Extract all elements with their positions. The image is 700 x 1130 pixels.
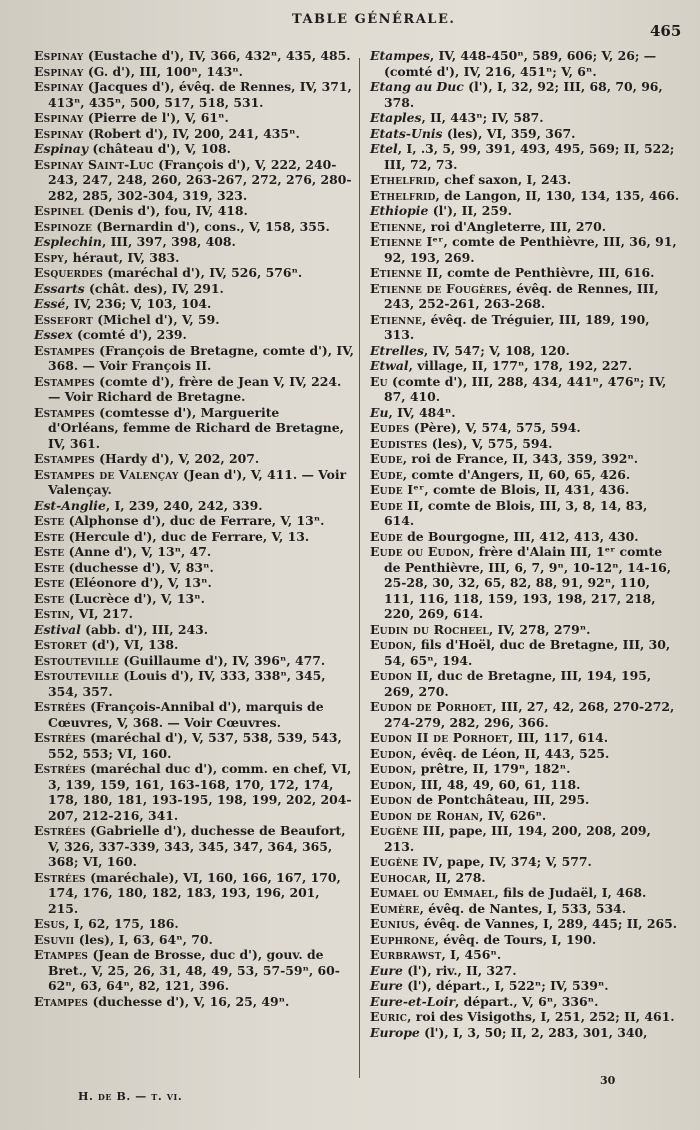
index-entry (370, 823, 680, 854)
index-entry (370, 1009, 680, 1025)
index-entry-name: Eu (370, 404, 389, 420)
index-entry-name: Estrées (34, 761, 86, 776)
index-entry-name: Eumael ou Emmael (370, 885, 495, 900)
page-header (0, 10, 700, 38)
index-entry-name: Eudistes (370, 435, 428, 451)
index-entry (370, 916, 680, 932)
index-entry-name: Eudon (370, 761, 413, 776)
index-entry-name: Euphrone (370, 931, 435, 947)
index-entry-name: Etang au Duc (370, 79, 464, 94)
index-entry-name: Etampes (34, 947, 89, 962)
index-entry-name: Estrées (34, 823, 86, 838)
index-entry-references: , pape, III, 194, 200, 208, 209, 213. (384, 823, 651, 854)
index-entry (370, 126, 680, 142)
index-entry-references: (les), V, 575, 594. (427, 435, 553, 451)
index-entry-name: Estampes de Valençay (34, 466, 179, 482)
index-entry (370, 281, 680, 312)
index-entry-name: Etienne Iᵉʳ (370, 234, 444, 249)
index-entry-name: Eude II (370, 497, 420, 513)
index-entry (370, 451, 680, 467)
index-entry (34, 343, 354, 374)
index-entry-references: (Pierre de l'), V, 61ⁿ. (83, 110, 229, 125)
index-entry-references: , IV, 236; V, 103, 104. (65, 296, 212, 311)
index-entry (34, 296, 354, 312)
index-entry-references: (château d'), V, 108. (88, 141, 231, 156)
index-entry (34, 79, 354, 110)
index-entry-references: (duchesse d'), V, 16, 25, 49ⁿ. (88, 993, 290, 1009)
index-entry (34, 668, 354, 699)
index-entry (34, 234, 354, 250)
index-entry-name: Este (34, 590, 65, 606)
index-entry (370, 792, 680, 808)
index-entry-name: Estival (34, 621, 81, 637)
index-entry-references: , comte de Blois, III, 3, 8, 14, 83, 614. (384, 497, 648, 528)
index-entry-name: Euhocar (370, 869, 427, 885)
index-entry-name: Eudon (370, 776, 413, 792)
index-entry (370, 172, 680, 188)
index-entry (370, 544, 680, 622)
index-entry-references: , évêq. de Tréguier, III, 189, 190, 313. (384, 311, 650, 342)
index-entry-references: (François d'), V, 222, 240-243, 247, 248, 260, 263-267, 272, 276, 280-282, 285, 302-304, 319, 323. (48, 156, 352, 203)
index-entry-references: (Jacques d'), évêq. de Rennes, IV, 371, 413ⁿ, 435ⁿ, 500, 517, 518, 531. (48, 79, 352, 110)
index-entry (34, 637, 354, 653)
index-entry-references: , héraut, IV, 383. (63, 249, 180, 265)
index-entry-name: Eugène III (370, 823, 441, 838)
index-entry (34, 575, 354, 591)
index-entry-name: Ethelfrid (370, 172, 436, 187)
index-entry-references: (l'), I, 3, 50; II, 2, 283, 301, 340, (419, 1024, 648, 1040)
index-entry-name: Espinay (34, 63, 84, 79)
index-entry (34, 730, 354, 761)
index-entry (34, 451, 354, 467)
index-entry (370, 203, 680, 219)
index-entry-references: (Bernardin d'), cons., V, 158, 355. (92, 218, 330, 234)
index-entry-name: Estrées (34, 730, 86, 745)
index-entry (370, 637, 680, 668)
index-entry-name: Ethiopie (370, 203, 429, 218)
index-entry (370, 234, 680, 265)
index-entry-references: (Gabrielle d'), duchesse de Beaufort, V, 326, 337-339, 343, 345, 347, 364, 365, 368; VI, 160. (48, 823, 346, 869)
index-entry (34, 157, 354, 204)
index-entry-references: , village, II, 177ⁿ, 178, 192, 227. (408, 358, 633, 373)
index-entry (370, 79, 680, 110)
index-entry (34, 699, 354, 730)
index-entry-references: (Eléonore d'), V, 13ⁿ. (64, 575, 212, 590)
index-entry (370, 777, 680, 793)
index-entry-name: Estrées (34, 869, 86, 885)
index-entry-references: (François-Annibal d'), marquis de Cœuvres, V, 368. — Voir Cœuvres. (48, 699, 324, 730)
index-entry (370, 947, 680, 963)
index-entry-references: (les), VI, 359, 367. (442, 125, 576, 141)
index-entry (370, 730, 680, 746)
index-entry (34, 653, 354, 669)
index-entry (34, 932, 354, 948)
index-entry (34, 141, 354, 157)
index-entry-name: Eude ou Eudon (370, 544, 471, 559)
index-entry (34, 761, 354, 823)
index-entry (34, 606, 354, 622)
index-entry-references: (Hardy d'), V, 202, 207. (94, 451, 260, 466)
index-entry-references: (François de Bretagne, comte d'), IV, 368. — Voir François II. (48, 342, 354, 373)
index-entry-name: Etrelles (370, 342, 424, 358)
index-entry (34, 823, 354, 870)
index-entry (370, 854, 680, 870)
index-entry-references: (comte d'), III, 288, 434, 441ⁿ, 476ⁿ; IV, 87, 410. (384, 373, 667, 404)
index-column-right (370, 48, 680, 1040)
index-entry-name: Est-Anglie (34, 497, 106, 513)
index-entry-name: Eurbrawst (370, 947, 442, 962)
index-entry-references: (d'), VI, 138. (86, 637, 179, 652)
index-entry (34, 498, 354, 514)
index-entry-name: Eudon (370, 637, 413, 652)
index-entry (34, 312, 354, 328)
index-entry (34, 265, 354, 281)
index-entry-name: Eudon II (370, 668, 429, 683)
index-entry (370, 219, 680, 235)
index-entry-name: Estampes (34, 404, 95, 420)
index-entry-name: Eude Iᵉʳ (370, 482, 425, 497)
index-entry (370, 885, 680, 901)
index-entry-references: (maréchal d'), IV, 526, 576ⁿ. (102, 265, 303, 280)
index-entry (34, 467, 354, 498)
index-entry (370, 963, 680, 979)
index-entry-name: Essefort (34, 311, 93, 327)
index-entry-references: , III, 397, 398, 408. (101, 234, 236, 249)
index-entry-references: (l'), II, 259. (428, 203, 512, 218)
index-entry (370, 668, 680, 699)
index-entry (34, 916, 354, 932)
index-entry (34, 544, 354, 560)
index-entry-references: (Anne d'), V, 13ⁿ, 47. (64, 544, 212, 559)
index-entry (370, 746, 680, 762)
index-entry-references: (duchesse d'), V, 83ⁿ. (64, 559, 214, 575)
index-entry (370, 343, 680, 359)
index-entry-references: (Denis d'), fou, IV, 418. (83, 203, 248, 218)
index-entry-references: , roi d'Angleterre, III, 270. (421, 218, 607, 234)
index-entry (370, 1025, 680, 1041)
index-entry-references: , comte de Penthièvre, III, 36, 91, 92, 193, 269. (384, 234, 677, 265)
index-entry-name: Etienne (370, 311, 422, 327)
index-entry-references: (comtesse d'), Marguerite d'Orléans, femme de Richard de Bretagne, IV, 361. (48, 404, 344, 451)
index-entry (34, 870, 354, 917)
index-entry-name: Europe (370, 1024, 420, 1040)
index-entry-name: Eudin du Rocheel (370, 621, 489, 637)
index-entry-name: Estampes (34, 451, 95, 466)
index-entry-references: , IV, 448-450ⁿ, 589, 606; V, 26; — (comté d'), IV, 216, 451ⁿ; V, 6ⁿ. (384, 48, 657, 79)
index-entry-references: , comte de Blois, II, 431, 436. (424, 482, 630, 497)
index-entry (370, 622, 680, 638)
index-column-left (34, 48, 354, 1009)
index-entry-name: Eure-et-Loir (370, 993, 455, 1009)
index-entry-references: , comte de Penthièvre, III, 616. (438, 265, 655, 280)
index-entry-references: , II, 443ⁿ; IV, 587. (421, 110, 544, 125)
index-entry-references: , III, 27, 42, 268, 270-272, 274-279, 282, 296, 366. (384, 699, 675, 730)
index-entry-name: Este (34, 575, 65, 590)
index-entry-references: (Jean d'), V, 411. — Voir Valençay. (48, 466, 347, 497)
index-entry-references: de Pontchâteau, III, 295. (412, 792, 590, 807)
index-entry-name: Eudon de Rohan (370, 807, 480, 823)
index-entry-name: Esuvii (34, 931, 75, 947)
index-entry-name: Eumère (370, 900, 420, 916)
index-entry-references: , évêq. de Nantes, I, 533, 534. (419, 900, 627, 916)
index-entry-references: (Michel d'), V, 59. (92, 311, 220, 327)
page-number: 465 (650, 22, 682, 40)
index-entry (34, 126, 354, 142)
index-entry-references: (Guillaume d'), IV, 396ⁿ, 477. (119, 652, 326, 668)
index-entry-name: Estoret (34, 637, 87, 652)
index-entry-name: Etampes (370, 48, 430, 63)
footer-signature-number: 30 (600, 1074, 616, 1087)
index-entry (370, 901, 680, 917)
index-entry (34, 281, 354, 297)
index-entry-references: , pape, IV, 374; V, 577. (438, 854, 592, 869)
index-entry-name: Estouteville (34, 668, 119, 683)
index-entry-references: (Alphonse d'), duc de Ferrare, V, 13ⁿ. (64, 513, 325, 528)
index-entry (34, 947, 354, 994)
index-entry-references: (maréchale), VI, 160, 166, 167, 170, 174, 176, 180, 182, 183, 193, 196, 201, 215. (48, 869, 341, 916)
index-entry-references: , duc de Bretagne, III, 194, 195, 269, 270. (384, 668, 652, 699)
index-entry-references: , roi de France, II, 343, 359, 392ⁿ. (402, 451, 639, 466)
index-entry (34, 219, 354, 235)
index-entry-name: Espinoze (34, 218, 93, 234)
index-entry-name: Eude (370, 528, 403, 544)
index-entry-name: Eude (370, 466, 403, 482)
index-entry (370, 932, 680, 948)
index-entry-references: (maréchal duc d'), comm. en chef, VI, 3, 139, 159, 161, 163-168, 170, 172, 174, 178, 180, 181, 193-195, 198, 199, 202, 204-207, 212-216, 341. (48, 761, 352, 823)
index-entry (34, 529, 354, 545)
index-entry (370, 870, 680, 886)
index-entry-references: , évêq. de Rennes, III, 243, 252-261, 263-268. (384, 280, 659, 311)
index-entry-references: , I, 456ⁿ. (441, 947, 502, 962)
index-entry-references: , évêq. de Vannes, I, 289, 445; II, 265. (415, 916, 678, 931)
index-entry-name: Eure (370, 962, 403, 978)
index-entry-name: Etaples (370, 110, 422, 125)
index-entry-name: Estrées (34, 699, 86, 714)
running-title: TABLE GÉNÉRALE. (292, 12, 456, 27)
index-entry (370, 699, 680, 730)
index-entry-name: Ethelfrid (370, 187, 436, 203)
index-entry (370, 110, 680, 126)
index-entry (370, 482, 680, 498)
index-entry-name: Etienne de Fougères (370, 280, 508, 296)
index-entry-references: , évêq. de Tours, I, 190. (434, 931, 597, 947)
index-entry-references: (comte d'), frère de Jean V, IV, 224. — Voir Richard de Bretagne. (48, 373, 342, 404)
index-entry-references: , IV, 626ⁿ. (479, 807, 547, 823)
index-entry-references: , fils de Judaël, I, 468. (494, 885, 647, 900)
index-entry-references: , I, 62, 175, 186. (65, 916, 179, 931)
index-entry (34, 48, 354, 64)
index-entry-references: , évêq. de Léon, II, 443, 525. (412, 745, 610, 761)
index-entry-name: Eure (370, 978, 403, 993)
index-entry-references: (l'), I, 32, 92; III, 68, 70, 96, 378. (384, 79, 663, 110)
index-entry-references: (chât. des), IV, 291. (84, 280, 224, 296)
index-entry (370, 761, 680, 777)
index-entry-name: Eude (370, 451, 403, 466)
index-entry-references: , IV, 278, 279ⁿ. (488, 621, 591, 637)
index-entry (34, 110, 354, 126)
index-entry-references: (l'), départ., I, 522ⁿ; IV, 539ⁿ. (402, 978, 609, 993)
index-entry-references: (G. d'), III, 100ⁿ, 143ⁿ. (83, 63, 243, 79)
index-entry-references: , III, 48, 49, 60, 61, 118. (412, 776, 581, 792)
index-entry (370, 405, 680, 421)
index-entry-name: Eudon (370, 745, 413, 761)
index-entry (34, 405, 354, 452)
index-entry (370, 312, 680, 343)
index-entry-references: , prêtre, II, 179ⁿ, 182ⁿ. (412, 761, 571, 776)
index-entry (370, 188, 680, 204)
index-entry-name: Este (34, 544, 65, 559)
index-entry-references: , III, 117, 614. (508, 730, 609, 745)
footer-signature: H. de B. — t. vi. (78, 1090, 183, 1103)
index-entry-references: , IV, 484ⁿ. (388, 404, 456, 420)
index-entry-references: , de Langon, II, 130, 134, 135, 466. (435, 187, 680, 203)
index-entry (370, 994, 680, 1010)
index-entry (370, 358, 680, 374)
index-entry-name: Eudon de Porhoet (370, 699, 493, 714)
index-entry-references: (Jean de Brosse, duc d'), gouv. de Bret., V, 25, 26, 31, 48, 49, 53, 57-59ⁿ, 60-62ⁿ, 63, 64ⁿ, 82, 121, 396. (48, 947, 340, 993)
index-entry-references: , I, 239, 240, 242, 339. (105, 497, 263, 513)
index-entry (370, 978, 680, 994)
index-entry-name: Espy (34, 249, 64, 265)
index-entry (370, 141, 680, 172)
index-entry-name: Este (34, 528, 65, 544)
index-entry-references: de Bourgogne, III, 412, 413, 430. (402, 528, 639, 544)
index-entry-name: Estouteville (34, 652, 119, 668)
index-entry-name: Eudes (370, 420, 410, 435)
index-entry-references: (abb. d'), III, 243. (80, 621, 209, 637)
index-entry-name: Estampes (34, 373, 95, 389)
index-entry-references: (Père), V, 574, 575, 594. (409, 420, 581, 435)
index-entry-references: , chef saxon, I, 243. (435, 172, 572, 187)
index-entry-references: , fils d'Hoël, duc de Bretagne, III, 30, 54, 65ⁿ, 194. (384, 637, 671, 668)
index-entry-name: Esus (34, 916, 66, 931)
index-entry-name: Espinay (34, 79, 84, 94)
index-entry (34, 327, 354, 343)
index-entry (370, 374, 680, 405)
index-entry-name: Eugène IV (370, 854, 439, 869)
index-entry (34, 513, 354, 529)
index-entry-name: Estampes (34, 342, 95, 358)
index-entry-name: Espinay (34, 110, 84, 125)
index-entry-name: Essarts (34, 280, 85, 296)
index-entry (34, 250, 354, 266)
index-entry-references: (Robert d'), IV, 200, 241, 435ⁿ. (83, 125, 300, 141)
index-entry-references: (Louis d'), IV, 333, 338ⁿ, 345, 354, 357. (48, 668, 326, 699)
index-entry (370, 420, 680, 436)
index-entry (34, 64, 354, 80)
index-entry-references: (maréchal d'), V, 537, 538, 539, 543, 552, 553; VI, 160. (48, 730, 342, 761)
index-entry-name: Etel (370, 141, 398, 156)
index-entry-name: Espinay (34, 125, 84, 141)
index-entry-name: Etats-Unis (370, 125, 443, 141)
index-entry (34, 994, 354, 1010)
index-entry-references: , frère d'Alain III, 1ᵉʳ comte de Penthièvre, III, 6, 7, 9ⁿ, 10-12ⁿ, 14-16, 25-28, 30, 32, 65, 82, 88, 91, 92ⁿ, 110, 111, 116, 118, 159, 193, 198, 217, 218, 220, 269, 614. (384, 544, 672, 621)
index-entry-name: Espinay Saint-Luc (34, 156, 154, 172)
index-entry-name: Estin (34, 606, 71, 621)
index-entry-references: (l'), riv., II, 327. (402, 962, 517, 978)
index-entry-references: (Lucrèce d'), V, 13ⁿ. (64, 590, 205, 606)
index-entry (370, 48, 680, 79)
index-entry-references: (Eustache d'), IV, 366, 432ⁿ, 435, 485. (83, 48, 351, 63)
column-divider (359, 58, 360, 1078)
index-entry-references: , roi des Visigoths, I, 251, 252; II, 461. (407, 1009, 675, 1024)
index-entry-name: Euric (370, 1009, 408, 1024)
index-entry (370, 265, 680, 281)
index-entry-name: Eudon (370, 792, 413, 807)
index-entry-references: (comté d'), 239. (72, 327, 187, 342)
index-entry (34, 374, 354, 405)
index-entry (370, 498, 680, 529)
index-entry-name: Etienne II (370, 265, 439, 280)
index-entry-name: Esquerdes (34, 265, 103, 280)
index-entry-name: Espinel (34, 203, 84, 218)
index-entry-name: Etampes (34, 993, 89, 1009)
index-entry (34, 560, 354, 576)
index-entry-references: , II, 278. (426, 869, 486, 885)
index-entry-name: Eu (370, 373, 388, 389)
index-entry-references: , I, .3, 5, 99, 391, 493, 495, 569; II, 522; III, 72, 73. (384, 141, 675, 172)
index-entry (370, 808, 680, 824)
index-entry-name: Este (34, 559, 65, 575)
index-entry-name: Espinay (34, 48, 84, 63)
index-entry-references: , comte d'Angers, II, 60, 65, 426. (402, 466, 631, 482)
index-entry-references: (Hercule d'), duc de Ferrare, V, 13. (64, 528, 310, 544)
index-entry (34, 203, 354, 219)
index-entry-references: (les), I, 63, 64ⁿ, 70. (74, 931, 213, 947)
index-entry-name: Eunius (370, 916, 416, 931)
index-entry-name: Etienne (370, 218, 422, 234)
index-entry-name: Etwal (370, 358, 409, 373)
index-entry (34, 591, 354, 607)
index-entry-name: Esplechin (34, 234, 102, 249)
index-entry-references: , VI, 217. (70, 606, 133, 621)
index-entry-name: Espinay (34, 141, 89, 156)
index-entry (34, 622, 354, 638)
index-entry-name: Essé (34, 296, 66, 311)
index-entry-references: , IV, 547; V, 108, 120. (423, 342, 570, 358)
index-entry-name: Essex (34, 327, 73, 342)
index-entry-name: Eudon II de Porhoet (370, 730, 509, 745)
index-entry-references: , départ., V, 6ⁿ, 336ⁿ. (454, 993, 599, 1009)
index-entry (370, 529, 680, 545)
index-entry-name: Este (34, 513, 65, 528)
index-entry (370, 467, 680, 483)
index-entry (370, 436, 680, 452)
